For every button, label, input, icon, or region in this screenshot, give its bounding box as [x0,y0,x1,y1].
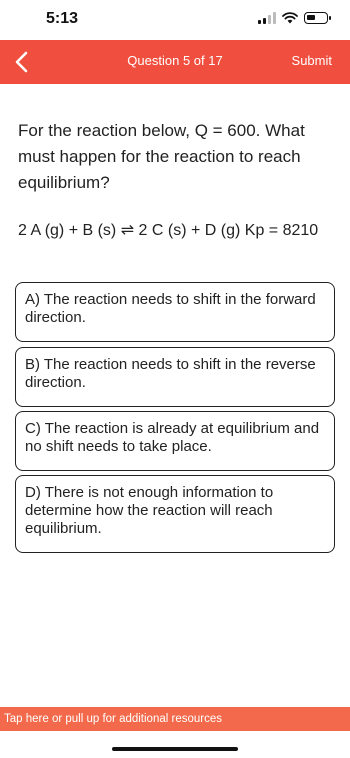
status-icons [258,12,328,24]
reaction-equation: 2 A (g) + B (s) ⇌ 2 C (s) + D (g) Kp = 8210 [18,222,319,239]
submit-button[interactable]: Submit [291,53,332,68]
additional-resources-bar[interactable]: Tap here or pull up for additional resources [0,707,350,731]
battery-icon [304,12,328,24]
home-indicator[interactable] [112,747,238,751]
status-time: 5:13 [46,10,79,27]
answer-option-c[interactable]: C) The reaction is already at equilibrium and no shift needs to take place. [15,411,335,471]
cellular-signal-icon [258,12,276,24]
answer-option-d[interactable]: D) There is not enough information to determine how the reaction will reach equilibrium. [15,475,335,553]
wifi-icon [282,12,298,24]
header-bar [0,40,350,84]
answer-option-b[interactable]: B) The reaction needs to shift in the reverse direction. [15,347,335,407]
question-counter: Question 5 of 17 [127,53,223,68]
question-text: For the reaction below, Q = 600. What must happen for the reaction to reach equilibrium? [18,121,305,192]
answer-option-a[interactable]: A) The reaction needs to shift in the forward direction. [15,282,335,342]
